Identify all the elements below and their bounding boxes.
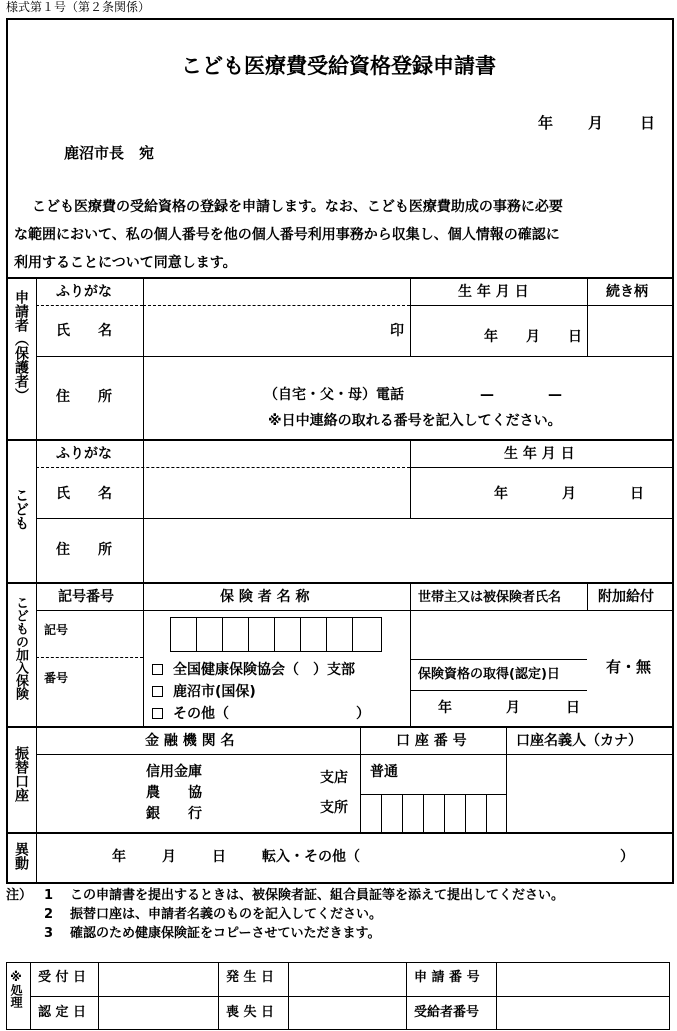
recipient-number-label: 受給者番号 bbox=[414, 1005, 480, 1020]
child-address-label: 住 所 bbox=[56, 542, 112, 558]
change-day: 日 bbox=[212, 849, 226, 865]
declaration-line-2: な範囲において、私の個人番号を他の個人番号利用事務から収集し、個人情報の確認に bbox=[14, 227, 560, 243]
occurred-date-label: 発 生 日 bbox=[226, 970, 275, 985]
addressee: 鹿沼市長 宛 bbox=[64, 144, 155, 162]
applicant-section-label: 申請者（保護者） bbox=[13, 290, 29, 402]
insurer-header: 保 険 者 名 称 bbox=[220, 589, 310, 605]
applicant-birthdate-header: 生 年 月 日 bbox=[458, 284, 529, 300]
insurer-option-other[interactable]: その他（ bbox=[152, 707, 229, 721]
note-3-text: 確認のため健康保険証をコピーさせていただきます。 bbox=[70, 926, 381, 941]
symbol-label: 記号 bbox=[44, 623, 69, 637]
acquisition-date-label: 保険資格の取得(認定)日 bbox=[418, 667, 560, 682]
declaration-line-3: 利用することについて同意します。 bbox=[14, 255, 237, 271]
checkbox-icon[interactable] bbox=[152, 708, 163, 719]
checkbox-icon[interactable] bbox=[152, 686, 163, 697]
date-month-label: 月 bbox=[588, 114, 604, 132]
other-close-paren: ） bbox=[356, 706, 370, 722]
insurer-digit-box[interactable] bbox=[170, 617, 197, 652]
child-furigana-label: ふりがな bbox=[56, 446, 112, 462]
applicant-birth-year: 年 bbox=[484, 329, 498, 345]
child-birthdate-header: 生 年 月 日 bbox=[504, 446, 575, 462]
applicant-address-label: 住 所 bbox=[56, 389, 112, 405]
child-name-label: 氏 名 bbox=[56, 486, 112, 502]
change-close-paren: ） bbox=[620, 849, 634, 865]
form-number: 様式第１号（第２条関係） bbox=[6, 0, 151, 14]
seal-label: 印 bbox=[390, 323, 404, 339]
change-section-label: 異動 bbox=[13, 842, 29, 870]
date-day-label: 日 bbox=[640, 114, 656, 132]
checkbox-icon[interactable] bbox=[152, 664, 163, 675]
acquisition-month: 月 bbox=[506, 700, 520, 716]
applicant-birth-day: 日 bbox=[568, 329, 582, 345]
additional-benefit-value[interactable]: 有・無 bbox=[606, 658, 652, 676]
applicant-birth-month: 月 bbox=[526, 329, 540, 345]
note-1-text: この申請書を提出するときは、被保険者証、組合員証等を添えて提出してください。 bbox=[70, 888, 565, 903]
branch-label-shiten: 支店 bbox=[320, 770, 348, 786]
transfer-section-label: 振替口座 bbox=[13, 746, 29, 802]
acquisition-year: 年 bbox=[438, 700, 452, 716]
insurer-digit-box[interactable] bbox=[300, 617, 327, 652]
bank-type-nokyo: 農 協 bbox=[146, 785, 202, 801]
child-birth-year: 年 bbox=[494, 486, 508, 502]
phone-dash-2: — bbox=[548, 387, 562, 403]
note-2-number: 2 bbox=[44, 907, 54, 922]
insurer-digit-box[interactable] bbox=[222, 617, 249, 652]
page-title: こども医療費受給資格登録申請書 bbox=[181, 54, 496, 78]
insurer-digit-box[interactable] bbox=[248, 617, 275, 652]
bank-name-header: 金 融 機 関 名 bbox=[145, 733, 235, 749]
branch-label-shisho: 支所 bbox=[320, 800, 348, 816]
certified-date-label: 認 定 日 bbox=[38, 1005, 87, 1020]
received-date-label: 受 付 日 bbox=[38, 970, 87, 985]
insurer-digit-box[interactable] bbox=[274, 617, 301, 652]
insurer-digit-box[interactable] bbox=[196, 617, 223, 652]
insurer-digit-box[interactable] bbox=[352, 617, 382, 652]
applicant-furigana-label: ふりがな bbox=[56, 284, 112, 300]
processing-label: ※処理 bbox=[9, 970, 23, 1008]
child-birth-day: 日 bbox=[630, 486, 644, 502]
householder-header: 世帯主又は被保険者氏名 bbox=[418, 590, 562, 605]
insurer-option-kyokai[interactable]: 全国健康保険協会（ ）支部 bbox=[152, 663, 355, 677]
declaration-line-1: こども医療費の受給資格の登録を申請します。なお、こども医療費助成の事務に必要 bbox=[32, 199, 563, 215]
applicant-name-label: 氏 名 bbox=[56, 323, 112, 339]
account-holder-header: 口座名義人（カナ） bbox=[516, 733, 642, 749]
change-month: 月 bbox=[162, 849, 176, 865]
insurer-digit-box[interactable] bbox=[326, 617, 353, 652]
phone-note: ※日中連絡の取れる番号を記入してください。 bbox=[268, 413, 562, 429]
bank-type-shinkin: 信用金庫 bbox=[146, 764, 202, 780]
notes-prefix: 注） bbox=[6, 888, 33, 903]
lost-date-label: 喪 失 日 bbox=[226, 1005, 275, 1020]
acquisition-day: 日 bbox=[566, 700, 580, 716]
note-1-number: 1 bbox=[44, 888, 54, 903]
application-number-label: 申 請 番 号 bbox=[414, 970, 480, 985]
child-section-label: こども bbox=[13, 488, 29, 530]
phone-dash-1: — bbox=[480, 387, 494, 403]
note-2-text: 振替口座は、申請者名義のものを記入してください。 bbox=[70, 907, 383, 922]
bank-type-ginko: 銀 行 bbox=[146, 806, 202, 822]
number-label: 番号 bbox=[44, 671, 69, 685]
account-number-header: 口 座 番 号 bbox=[396, 733, 467, 749]
account-type: 普通 bbox=[370, 764, 398, 780]
date-year-label: 年 bbox=[538, 114, 554, 132]
child-birth-month: 月 bbox=[562, 486, 576, 502]
insurer-option-kanuma[interactable]: 鹿沼市(国保) bbox=[152, 685, 256, 699]
change-year: 年 bbox=[112, 849, 126, 865]
symbol-number-header: 記号番号 bbox=[58, 589, 114, 605]
phone-label: （自宅・父・母）電話 bbox=[264, 387, 404, 403]
additional-benefit-header: 附加給付 bbox=[598, 589, 654, 605]
change-reason: 転入・その他（ bbox=[262, 849, 360, 865]
insurance-section-label: こどもの加入保険 bbox=[13, 596, 28, 700]
relation-header: 続き柄 bbox=[606, 284, 648, 300]
note-3-number: 3 bbox=[44, 926, 54, 941]
